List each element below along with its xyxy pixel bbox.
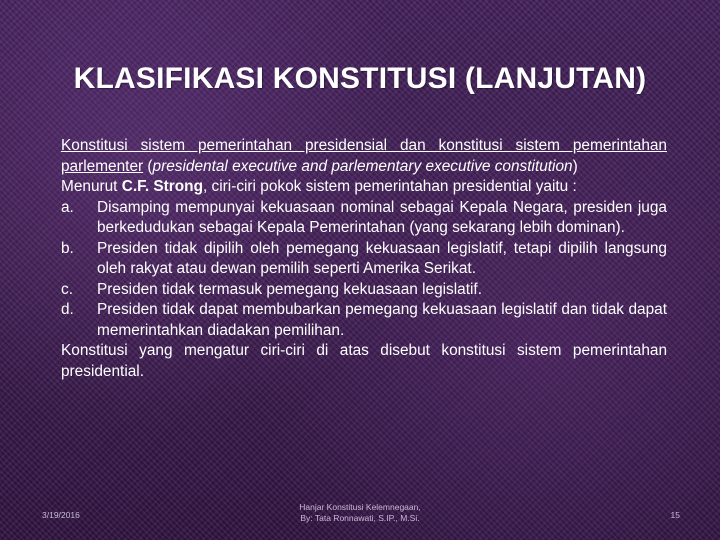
list-item-text: Disamping mempunyai kekuasaan nominal sebagai Kepala Negara, presiden juga berkedudukan sebagai Kepala Pemerintahan (yang sekarang lebih dominan). bbox=[97, 198, 667, 236]
conclusion-paragraph: Konstitusi yang mengatur ciri-ciri di atas disebut konstitusi sistem pemerintahan presidential. bbox=[61, 342, 667, 380]
intro-close-paren: ) bbox=[572, 157, 578, 175]
footer-credit-line1: Hanjar Konstitusi Kelemnegaan, bbox=[299, 502, 421, 512]
list-marker: c. bbox=[61, 280, 73, 298]
lead-prefix: Menurut bbox=[61, 178, 122, 195]
intro-open-paren: ( bbox=[143, 157, 153, 175]
slide-number: 15 bbox=[670, 510, 680, 520]
list-item bbox=[61, 239, 667, 280]
slide-body bbox=[61, 136, 667, 382]
footer-credit bbox=[240, 502, 480, 524]
list-item bbox=[61, 300, 667, 341]
list-item bbox=[61, 280, 667, 301]
lead-suffix: , ciri-ciri pokok sistem pemerintahan presidential yaitu : bbox=[202, 178, 577, 195]
list-item bbox=[61, 198, 667, 239]
intro-underlined-text: Konstitusi sistem pemerintahan presidensial dan konstitusi sistem pemerintahan parlementer bbox=[61, 137, 667, 175]
list-item-text: Presiden tidak dipilih oleh pemegang kekuasaan legislatif, tetapi dipilih langsung oleh rakyat atau dewan pemilih seperti Amerika Serikat. bbox=[97, 239, 667, 277]
list-marker: d. bbox=[61, 301, 74, 318]
author-name: C.F. Strong bbox=[121, 178, 203, 195]
characteristics-list bbox=[61, 198, 667, 342]
list-marker: a. bbox=[61, 198, 74, 216]
footer-date: 3/19/2016 bbox=[42, 510, 80, 520]
list-marker: b. bbox=[61, 239, 74, 257]
footer-credit-line2: By: Tata Ronnawati, S.IP., M.Si. bbox=[300, 513, 420, 523]
slide-title: KLASIFIKASI KONSTITUSI (LANJUTAN) bbox=[73, 62, 647, 95]
intro-italic-text: presidental executive and parlementary executive constitution bbox=[152, 157, 573, 175]
intro-paragraph bbox=[61, 136, 667, 177]
list-item-text: Presiden tidak dapat membubarkan pemegang kekuasaan legislatif dan tidak dapat memerintahkan diadakan pemilihan. bbox=[97, 301, 667, 339]
list-item-text: Presiden tidak termasuk pemegang kekuasaan legislatif. bbox=[97, 280, 482, 298]
lead-paragraph bbox=[61, 177, 667, 198]
